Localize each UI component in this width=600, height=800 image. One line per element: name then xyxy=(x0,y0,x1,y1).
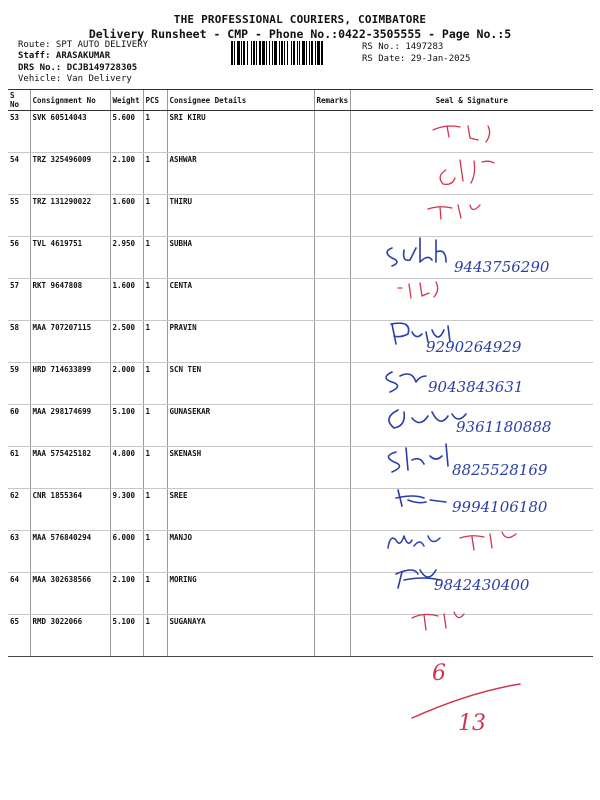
rs-number: RS No.: 1497283 xyxy=(362,42,444,52)
table-header-row xyxy=(8,90,593,111)
table-row xyxy=(8,279,593,321)
cell-sno: 62 xyxy=(8,489,30,531)
cell-consignment: TVL 4619751 xyxy=(30,237,110,279)
vehicle-label: Vehicle: Van Delivery xyxy=(18,74,132,84)
table-row xyxy=(8,363,593,405)
cell-seal-signature xyxy=(350,111,593,153)
route-label: Route: SPT AUTO DELIVERY xyxy=(18,40,149,50)
cell-remarks xyxy=(314,405,350,447)
header-consignee: Consignee Details xyxy=(167,90,314,111)
cell-remarks xyxy=(314,615,350,657)
cell-pcs: 1 xyxy=(143,447,167,489)
staff-label: Staff: ARASAKUMAR xyxy=(18,51,111,61)
cell-weight: 4.800 xyxy=(110,447,143,489)
cell-consignee: THIRU xyxy=(167,195,314,237)
cell-consignee: CENTA xyxy=(167,279,314,321)
cell-pcs: 1 xyxy=(143,279,167,321)
cell-seal-signature xyxy=(350,195,593,237)
cell-consignment: SVK 60514043 xyxy=(30,111,110,153)
cell-weight: 1.600 xyxy=(110,279,143,321)
cell-weight: 2.100 xyxy=(110,573,143,615)
tally-line xyxy=(412,684,520,718)
cell-remarks xyxy=(314,195,350,237)
delivery-table xyxy=(8,89,593,657)
cell-sno: 53 xyxy=(8,111,30,153)
cell-remarks xyxy=(314,111,350,153)
cell-consignee: SUGANAYA xyxy=(167,615,314,657)
cell-weight: 6.000 xyxy=(110,531,143,573)
tally-bottom: 13 xyxy=(458,711,486,736)
cell-sno: 63 xyxy=(8,531,30,573)
cell-pcs: 1 xyxy=(143,573,167,615)
cell-consignee: SREE xyxy=(167,489,314,531)
cell-weight: 2.100 xyxy=(110,153,143,195)
drs-number: DRS No.: DCJB149728305 xyxy=(18,63,138,73)
header-weight: Weight xyxy=(110,90,143,111)
cell-remarks xyxy=(314,531,350,573)
phone-56: 9443756290 xyxy=(454,258,550,276)
cell-consignee: SCN TEN xyxy=(167,363,314,405)
cell-seal-signature xyxy=(350,447,593,489)
cell-sno: 64 xyxy=(8,573,30,615)
cell-remarks xyxy=(314,237,350,279)
header-pcs: PCS xyxy=(143,90,167,111)
cell-pcs: 1 xyxy=(143,321,167,363)
cell-seal-signature xyxy=(350,153,593,195)
cell-seal-signature xyxy=(350,489,593,531)
cell-pcs: 1 xyxy=(143,195,167,237)
phone-64: 9842430400 xyxy=(434,576,530,594)
cell-seal-signature xyxy=(350,237,593,279)
cell-consignment: TRZ 131290022 xyxy=(30,195,110,237)
cell-consignee: GUNASEKAR xyxy=(167,405,314,447)
cell-remarks xyxy=(314,153,350,195)
cell-seal-signature xyxy=(350,321,593,363)
table-row xyxy=(8,111,593,153)
cell-remarks xyxy=(314,279,350,321)
cell-consignment: MAA 707207115 xyxy=(30,321,110,363)
cell-seal-signature xyxy=(350,405,593,447)
cell-pcs: 1 xyxy=(143,531,167,573)
cell-pcs: 1 xyxy=(143,615,167,657)
barcode-image xyxy=(231,41,357,65)
cell-consignment: MAA 302638566 xyxy=(30,573,110,615)
rs-date: RS Date: 29-Jan-2025 xyxy=(362,54,471,64)
table-row xyxy=(8,531,593,573)
table-row xyxy=(8,195,593,237)
cell-sno: 59 xyxy=(8,363,30,405)
cell-seal-signature xyxy=(350,531,593,573)
cell-consignment: MAA 298174699 xyxy=(30,405,110,447)
cell-consignment: HRD 714633899 xyxy=(30,363,110,405)
cell-consignee: SRI KIRU xyxy=(167,111,314,153)
cell-sno: 60 xyxy=(8,405,30,447)
cell-pcs: 1 xyxy=(143,405,167,447)
cell-consignee: SKENASH xyxy=(167,447,314,489)
cell-consignment: RMD 3022066 xyxy=(30,615,110,657)
cell-seal-signature xyxy=(350,615,593,657)
cell-consignee: SUBHA xyxy=(167,237,314,279)
company-title: THE PROFESSIONAL COURIERS, COIMBATORE xyxy=(173,13,427,26)
cell-consignee: MORING xyxy=(167,573,314,615)
cell-sno: 56 xyxy=(8,237,30,279)
cell-seal-signature xyxy=(350,279,593,321)
phone-61: 8825528169 xyxy=(452,461,548,479)
cell-consignment: RKT 9647808 xyxy=(30,279,110,321)
header-sno: S No xyxy=(8,90,30,111)
runsheet-subtitle: Delivery Runsheet - CMP - Phone No.:0422-3505555 - Page No.:5 xyxy=(88,27,512,41)
table-row xyxy=(8,237,593,279)
table-row xyxy=(8,321,593,363)
cell-weight: 9.300 xyxy=(110,489,143,531)
cell-remarks xyxy=(314,321,350,363)
table-row xyxy=(8,405,593,447)
table-row xyxy=(8,489,593,531)
cell-weight: 2.000 xyxy=(110,363,143,405)
cell-sno: 55 xyxy=(8,195,30,237)
phone-59: 9043843631 xyxy=(428,378,524,396)
table-row xyxy=(8,153,593,195)
cell-pcs: 1 xyxy=(143,489,167,531)
cell-consignee: ASHWAR xyxy=(167,153,314,195)
header-seal-signature: Seal & Signature xyxy=(350,90,593,111)
cell-consignment: MAA 575425182 xyxy=(30,447,110,489)
cell-remarks xyxy=(314,447,350,489)
cell-weight: 1.600 xyxy=(110,195,143,237)
cell-pcs: 1 xyxy=(143,237,167,279)
header-remarks: Remarks xyxy=(314,90,350,111)
cell-sno: 65 xyxy=(8,615,30,657)
table-row xyxy=(8,573,593,615)
cell-weight: 5.600 xyxy=(110,111,143,153)
phone-62: 9994106180 xyxy=(452,498,548,516)
cell-consignee: PRAVIN xyxy=(167,321,314,363)
cell-weight: 5.100 xyxy=(110,405,143,447)
phone-58: 9290264929 xyxy=(426,338,522,356)
cell-remarks xyxy=(314,489,350,531)
cell-sno: 57 xyxy=(8,279,30,321)
table-row xyxy=(8,615,593,657)
cell-sno: 61 xyxy=(8,447,30,489)
tally-top: 6 xyxy=(432,661,446,686)
phone-60: 9361180888 xyxy=(456,418,552,436)
cell-seal-signature xyxy=(350,363,593,405)
cell-sno: 58 xyxy=(8,321,30,363)
cell-consignment: TRZ 325496009 xyxy=(30,153,110,195)
cell-remarks xyxy=(314,363,350,405)
cell-pcs: 1 xyxy=(143,111,167,153)
cell-seal-signature xyxy=(350,573,593,615)
table-row xyxy=(8,447,593,489)
cell-pcs: 1 xyxy=(143,153,167,195)
cell-sno: 54 xyxy=(8,153,30,195)
cell-weight: 5.100 xyxy=(110,615,143,657)
cell-weight: 2.500 xyxy=(110,321,143,363)
cell-pcs: 1 xyxy=(143,363,167,405)
header-consignment: Consignment No xyxy=(30,90,110,111)
cell-consignment: CNR 1855364 xyxy=(30,489,110,531)
cell-consignee: MANJO xyxy=(167,531,314,573)
cell-consignment: MAA 576840294 xyxy=(30,531,110,573)
cell-remarks xyxy=(314,573,350,615)
cell-weight: 2.950 xyxy=(110,237,143,279)
